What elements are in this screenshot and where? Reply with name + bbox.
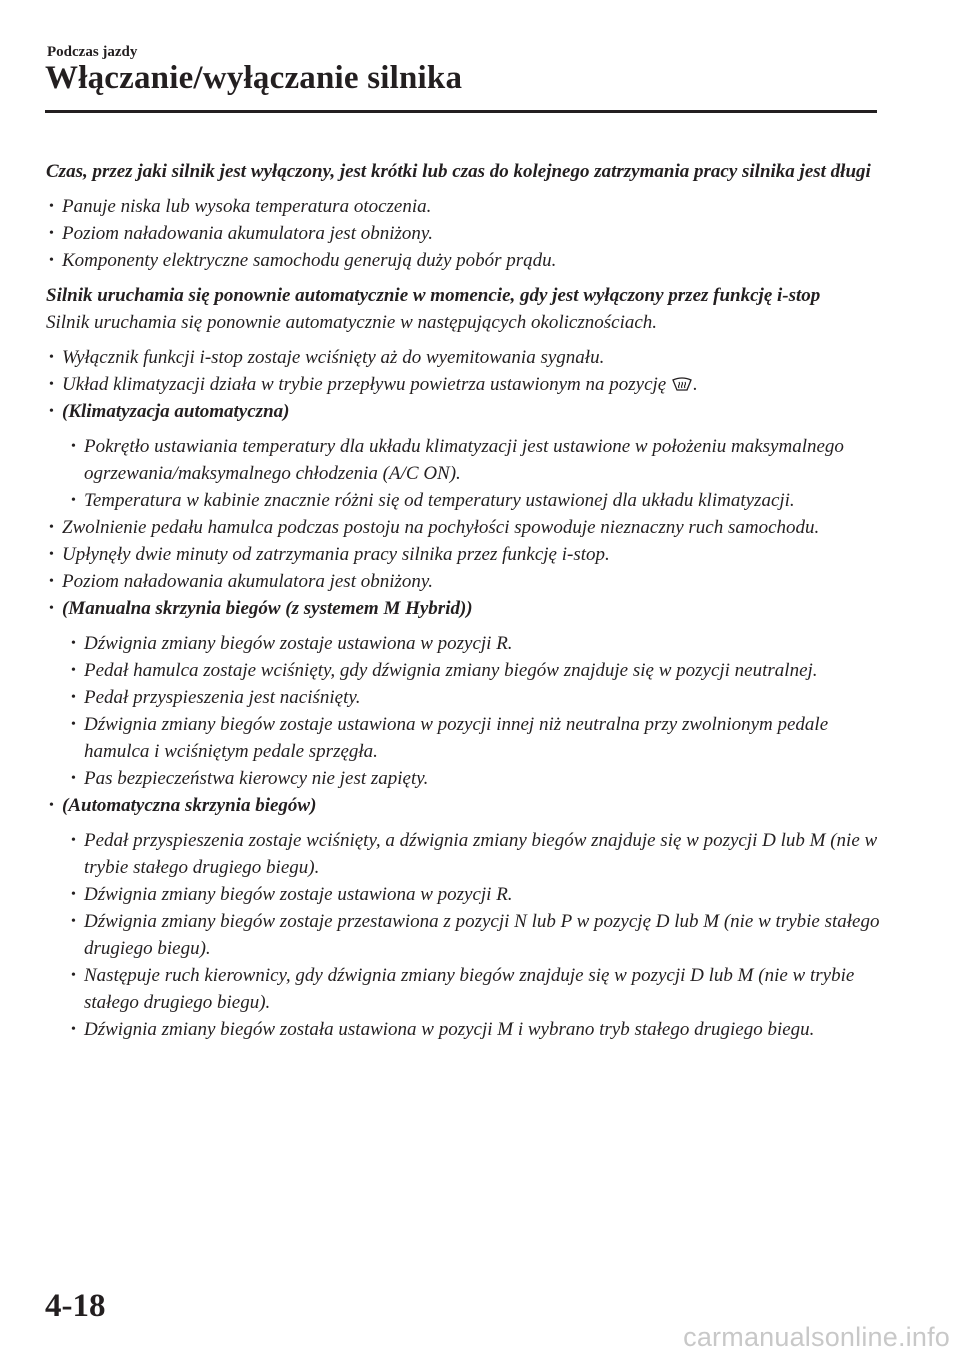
bullet-icon: • — [49, 350, 54, 365]
bullet-icon: • — [71, 833, 76, 848]
list-item: • Dźwignia zmiany biegów zostaje ustawiona w pozycji R. — [46, 881, 886, 908]
list-item: • Pedał przyspieszenia jest naciśnięty. — [46, 684, 886, 711]
page-number: 4-18 — [45, 1288, 106, 1324]
list-item — [46, 595, 886, 792]
list-item: • Pedał hamulca zostaje wciśnięty, gdy dźwignia zmiany biegów znajduje się w pozycji neutralnej. — [46, 657, 886, 684]
bullet-icon: • — [71, 493, 76, 508]
list-item: • Komponenty elektryczne samochodu generują duży pobór prądu. — [46, 247, 886, 274]
list-item: • Wyłącznik funkcji i-stop zostaje wciśnięty aż do wyemitowania sygnału. — [46, 344, 886, 371]
list-item: • Dźwignia zmiany biegów zostaje przestawiona z pozycji N lub P w pozycję D lub M (nie w trybie stałego drugiego biegu). — [46, 908, 886, 962]
automatic-transmission-sublist — [46, 827, 886, 1043]
bullet-icon: • — [71, 439, 76, 454]
auto-ac-sublist — [46, 433, 886, 514]
title-divider — [45, 110, 877, 113]
bullet-icon: • — [71, 771, 76, 786]
intro-text: Silnik uruchamia się ponownie automatycznie w następujących okolicznościach. — [46, 312, 658, 333]
section-heading-auto-restart: Silnik uruchamia się ponownie automatycznie w momencie, gdy jest wyłączony przez funkcję i-stop — [46, 285, 821, 306]
bullet-icon: • — [71, 1022, 76, 1037]
bullet-icon: • — [71, 968, 76, 983]
section-label: Podczas jazdy — [47, 44, 138, 60]
subgroup-label-manual-transmission: (Manualna skrzynia biegów (z systemem M Hybrid)) — [62, 598, 473, 619]
bullet-icon: • — [49, 253, 54, 268]
bullet-icon: • — [49, 404, 54, 419]
bullet-icon: • — [71, 914, 76, 929]
list-item: • Pas bezpieczeństwa kierowcy nie jest zapięty. — [46, 765, 886, 792]
list-item: • Poziom naładowania akumulatora jest obniżony. — [46, 568, 886, 595]
bullet-icon: • — [71, 690, 76, 705]
bullet-icon: • — [49, 574, 54, 589]
windshield-defroster-icon — [672, 376, 692, 392]
subgroup-label-automatic-transmission: (Automatyczna skrzynia biegów) — [62, 795, 317, 816]
restart-conditions-list — [46, 344, 886, 1043]
list-item: • Poziom naładowania akumulatora jest obniżony. — [46, 220, 886, 247]
list-item: • Dźwignia zmiany biegów zostaje ustawiona w pozycji innej niż neutralna przy zwolnionym pedale hamulca i wciśniętym pedale sprzęgła. — [46, 711, 886, 765]
bullet-icon: • — [71, 887, 76, 902]
list-item: • Panuje niska lub wysoka temperatura otoczenia. — [46, 193, 886, 220]
list-item: • Zwolnienie pedału hamulca podczas postoju na pochyłości spowoduje nieznaczny ruch samochodu. — [46, 514, 886, 541]
list-item: • Dźwignia zmiany biegów zostaje ustawiona w pozycji R. — [46, 630, 886, 657]
bullet-icon: • — [49, 798, 54, 813]
list-item: • Pokrętło ustawiania temperatury dla układu klimatyzacji jest ustawione w położeniu maksymalnego ogrzewania/maksymalnego chłodzenia (A/C ON). — [46, 433, 886, 487]
list-item: • Temperatura w kabinie znacznie różni się od temperatury ustawionej dla układu klimatyzacji. — [46, 487, 886, 514]
list-item — [46, 398, 886, 514]
page-content — [46, 158, 886, 1043]
bullet-icon: • — [71, 636, 76, 651]
section-heading-engine-off-duration: Czas, przez jaki silnik jest wyłączony, jest krótki lub czas do kolejnego zatrzymania pracy silnika jest długi — [46, 161, 871, 182]
list-item: • Następuje ruch kierownicy, gdy dźwignia zmiany biegów znajduje się w pozycji D lub M (nie w trybie stałego drugiego biegu). — [46, 962, 886, 1016]
list-item: • Dźwignia zmiany biegów została ustawiona w pozycji M i wybrano tryb stałego drugiego biegu. — [46, 1016, 886, 1043]
bullet-icon: • — [49, 601, 54, 616]
bullet-icon: • — [49, 199, 54, 214]
subgroup-label-auto-ac: (Klimatyzacja automatyczna) — [62, 401, 290, 422]
list-item — [46, 792, 886, 1043]
bullet-icon: • — [49, 377, 54, 392]
bullet-icon: • — [49, 520, 54, 535]
list-item: • Układ klimatyzacji działa w trybie przepływu powietrza ustawionym na pozycję . — [46, 371, 886, 398]
watermark: carmanualsonline.info — [683, 1322, 950, 1352]
engine-off-conditions-list — [46, 193, 886, 274]
manual-transmission-sublist — [46, 630, 886, 792]
list-item: • Upłynęły dwie minuty od zatrzymania pracy silnika przez funkcję i-stop. — [46, 541, 886, 568]
bullet-icon: • — [71, 717, 76, 732]
bullet-icon: • — [71, 663, 76, 678]
bullet-icon: • — [49, 226, 54, 241]
list-item: • Pedał przyspieszenia zostaje wciśnięty, a dźwignia zmiany biegów znajduje się w pozycji D lub M (nie w trybie stałego drugiego biegu). — [46, 827, 886, 881]
bullet-icon: • — [49, 547, 54, 562]
page-title: Włączanie/wyłączanie silnika — [45, 60, 463, 96]
